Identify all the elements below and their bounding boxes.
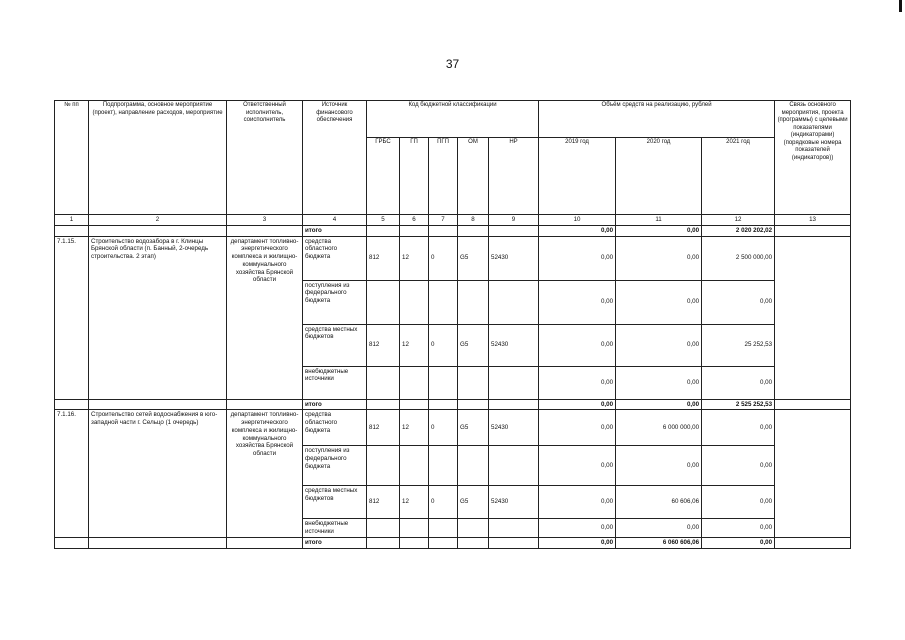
section-number: 7.1.16. [55, 410, 89, 538]
gp-cell [400, 519, 429, 538]
page-number: 37 [445, 57, 460, 71]
value-2020: 0,00 [616, 236, 702, 280]
grbs-cell: 812 [367, 410, 400, 446]
value-2021: 0,00 [702, 280, 775, 324]
section-executor: департамент топливно-энергетического комплекса и жилищно-коммунального хозяйства Брянской области [227, 236, 303, 399]
grbs-cell [367, 280, 400, 324]
grbs-cell: 812 [367, 324, 400, 366]
value-2020: 0,00 [616, 280, 702, 324]
col-number: 6 [400, 215, 429, 226]
source-cell: внебюджетные источники [303, 366, 367, 399]
source-cell: средства областного бюджета [303, 236, 367, 280]
value-2020: 0,00 [616, 366, 702, 399]
gp-cell [400, 280, 429, 324]
total-2021: 2 020 202,02 [702, 225, 775, 236]
gp-cell: 12 [400, 324, 429, 366]
total-2020: 0,00 [616, 399, 702, 410]
nr-cell [489, 519, 539, 538]
value-2019: 0,00 [539, 486, 616, 519]
gp-cell: 12 [400, 236, 429, 280]
header-link: Связь основного мероприятия, проекта (программы) с целевыми показателями (индикаторами) (порядковые номера показателей (индикаторов)) [775, 101, 851, 215]
nr-cell [489, 366, 539, 399]
total-2020: 6 060 606,06 [616, 537, 702, 548]
table-row [55, 236, 851, 280]
value-2021: 2 500 000,00 [702, 236, 775, 280]
om-cell: G5 [458, 486, 489, 519]
om-cell: G5 [458, 236, 489, 280]
section-title: Строительство сетей водоснабжения в юго-западной части г. Сельцо (1 очередь) [89, 410, 227, 538]
value-2021: 0,00 [702, 410, 775, 446]
value-2020: 6 000 000,00 [616, 410, 702, 446]
top-total-row [55, 225, 851, 236]
section-title: Строительство водозабора в г. Клинцы Брянской области (п. Банный, 2-очередь строительства. 2 этап) [89, 236, 227, 399]
pgp-cell: 0 [429, 486, 458, 519]
value-2019: 0,00 [539, 280, 616, 324]
om-cell [458, 280, 489, 324]
grbs-cell [367, 519, 400, 538]
section-total-row [55, 537, 851, 548]
grbs-cell [367, 366, 400, 399]
value-2021: 0,00 [702, 486, 775, 519]
grbs-cell [367, 446, 400, 486]
header-executor: Ответственный исполнитель, соисполнитель [227, 101, 303, 215]
nr-cell: 52430 [489, 324, 539, 366]
page-edge-mark [899, 0, 902, 12]
col-number: 1 [55, 215, 89, 226]
nr-cell: 52430 [489, 236, 539, 280]
total-2020: 0,00 [616, 225, 702, 236]
gp-cell: 12 [400, 486, 429, 519]
header-source: Источник финансового обеспечения [303, 101, 367, 215]
header-program: Подпрограмма, основное мероприятие (проект), направление расходов, мероприятие [89, 101, 227, 215]
value-2021: 0,00 [702, 366, 775, 399]
value-2020: 0,00 [616, 519, 702, 538]
table-row [55, 410, 851, 446]
col-number: 4 [303, 215, 367, 226]
header-2019: 2019 год [539, 138, 616, 215]
header-pgp: ПГП [429, 138, 458, 215]
col-number: 8 [458, 215, 489, 226]
col-number: 10 [539, 215, 616, 226]
source-cell: внебюджетные источники [303, 519, 367, 538]
total-2019: 0,00 [539, 399, 616, 410]
total-label: итого [303, 537, 367, 548]
header-nr: НР [489, 138, 539, 215]
source-cell: средства местных бюджетов [303, 324, 367, 366]
col-number: 7 [429, 215, 458, 226]
value-2019: 0,00 [539, 236, 616, 280]
section-total-row [55, 399, 851, 410]
header-gp: ГП [400, 138, 429, 215]
header-volume-group: Объём средств на реализацию, рублей [539, 101, 775, 138]
value-2020: 0,00 [616, 446, 702, 486]
total-2021: 2 525 252,53 [702, 399, 775, 410]
col-number: 3 [227, 215, 303, 226]
nr-cell [489, 446, 539, 486]
pgp-cell [429, 519, 458, 538]
pgp-cell [429, 366, 458, 399]
value-2021: 0,00 [702, 519, 775, 538]
value-2020: 0,00 [616, 324, 702, 366]
pgp-cell: 0 [429, 324, 458, 366]
total-2019: 0,00 [539, 537, 616, 548]
header-num: № пп [55, 101, 89, 215]
pgp-cell: 0 [429, 410, 458, 446]
value-2019: 0,00 [539, 410, 616, 446]
gp-cell [400, 446, 429, 486]
header-om: ОМ [458, 138, 489, 215]
gp-cell [400, 366, 429, 399]
value-2019: 0,00 [539, 519, 616, 538]
pgp-cell: 0 [429, 236, 458, 280]
header-2021: 2021 год [702, 138, 775, 215]
col-number: 2 [89, 215, 227, 226]
section-executor: департамент топливно-энергетического комплекса и жилищно-коммунального хозяйства Брянской области [227, 410, 303, 538]
value-2020: 60 606,06 [616, 486, 702, 519]
om-cell [458, 519, 489, 538]
budget-table [54, 100, 851, 549]
header-2020: 2020 год [616, 138, 702, 215]
nr-cell: 52430 [489, 486, 539, 519]
column-numbers-row [55, 215, 851, 226]
source-cell: поступления из федерального бюджета [303, 446, 367, 486]
grbs-cell: 812 [367, 236, 400, 280]
section-number: 7.1.15. [55, 236, 89, 399]
om-cell [458, 446, 489, 486]
grbs-cell: 812 [367, 486, 400, 519]
col-number: 11 [616, 215, 702, 226]
value-2021: 0,00 [702, 446, 775, 486]
source-cell: средства местных бюджетов [303, 486, 367, 519]
value-2021: 25 252,53 [702, 324, 775, 366]
col-number: 5 [367, 215, 400, 226]
nr-cell [489, 280, 539, 324]
nr-cell: 52430 [489, 410, 539, 446]
total-2019: 0,00 [539, 225, 616, 236]
source-cell: средства областного бюджета [303, 410, 367, 446]
header-code-group: Код бюджетной классификации [367, 101, 539, 138]
col-number: 13 [775, 215, 851, 226]
value-2019: 0,00 [539, 366, 616, 399]
pgp-cell [429, 446, 458, 486]
col-number: 12 [702, 215, 775, 226]
om-cell: G5 [458, 324, 489, 366]
total-2021: 0,00 [702, 537, 775, 548]
col-number: 9 [489, 215, 539, 226]
om-cell [458, 366, 489, 399]
gp-cell: 12 [400, 410, 429, 446]
value-2019: 0,00 [539, 446, 616, 486]
value-2019: 0,00 [539, 324, 616, 366]
total-label: итого [303, 225, 367, 236]
pgp-cell [429, 280, 458, 324]
header-grbs: ГРБС [367, 138, 400, 215]
om-cell: G5 [458, 410, 489, 446]
source-cell: поступления из федерального бюджета [303, 280, 367, 324]
total-label: итого [303, 399, 367, 410]
